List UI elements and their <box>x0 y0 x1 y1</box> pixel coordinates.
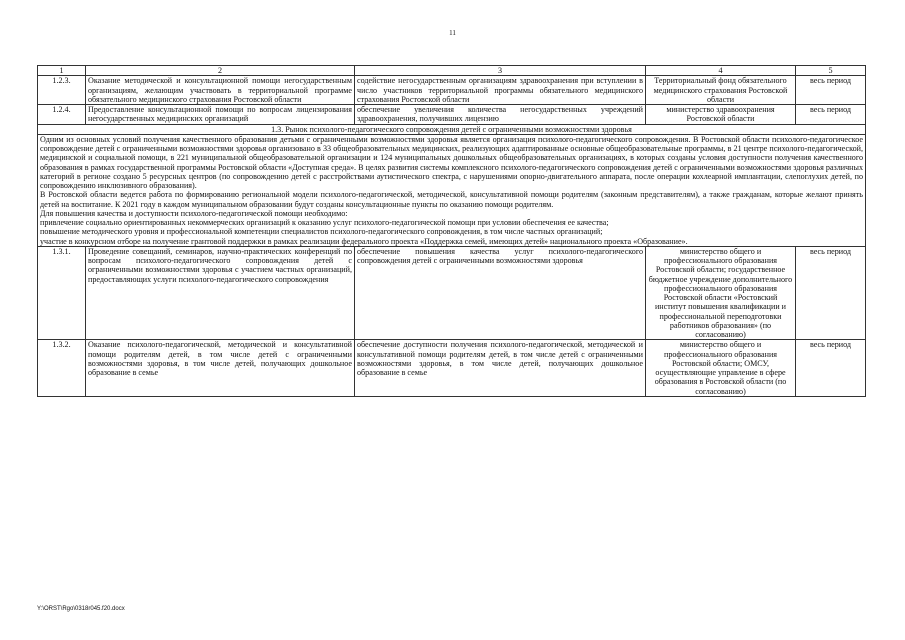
table-row <box>38 76 866 105</box>
page-number: 11 <box>449 29 456 37</box>
row-number: 1.2.4. <box>38 105 86 125</box>
row-action: Проведение совещаний, семинаров, научно-практических конференций по вопросам психолого-педагогического сопровождения детей с ограниченными возможностями здоровья с участием частных организаций, предоставляющих услуги психолого-педагогического сопровождения <box>86 246 355 340</box>
row-number: 1.2.3. <box>38 76 86 105</box>
measures-table <box>37 65 866 397</box>
section-title: 1.3. Рынок психолого-педагогического сопровождения детей с ограниченными возможностями здоровья <box>38 124 866 134</box>
table-row <box>38 105 866 125</box>
table-row <box>38 340 866 397</box>
table-row <box>38 246 866 340</box>
section-title-row <box>38 124 866 134</box>
section-paragraph: В Ростовской области ведется работа по формированию региональной модели психолого-педагогической, методической, консультативной помощи родителям (законным представителям), а также гражданам, которые желают принять детей на воспитание. К 2021 году в каждом муниципальном образовании будут созданы консультационные пункты по оказанию помощи родителям. <box>40 190 863 209</box>
row-executor: Территориальный фонд обязательного медицинского страхования Ростовской области <box>646 76 796 105</box>
header-col-1: 1 <box>38 66 86 76</box>
row-action: Предоставление консультационной помощи по вопросам лицензирования негосударственных медицинских организаций <box>86 105 355 125</box>
row-number: 1.3.2. <box>38 340 86 397</box>
row-result: содействие негосударственным организациям здравоохранения при вступлении в число участников территориальной программы обязательного медицинского страхования Ростовской области <box>355 76 646 105</box>
section-text-row <box>38 134 866 246</box>
header-col-2: 2 <box>86 66 355 76</box>
row-term: весь период <box>796 76 866 105</box>
row-term: весь период <box>796 340 866 397</box>
row-executor: министерство общего и профессионального образования Ростовской области; ОМСУ, осуществляющие управление в сфере образования в Ростовской области (по согласованию) <box>646 340 796 397</box>
section-paragraph: Одним из основных условий получения качественного образования детьми с ограниченными возможностями здоровья является организация психолого-педагогического сопровождения. В Ростовской области психолого-педагогическое сопровождение детей с ограниченными возможностями здоровья организовано в 33 общеобразовательных медицинских, реализующих адаптированные основные общеобразовательные программы, в 21 центре психолого-педагогической, медицинской и социальной помощи, в 221 муниципальной общеобразовательной организации и 124 муниципальных дошкольных общеобразовательных организациях, в которых созданы условия доступности получения качественного образования в рамках государственной программы Ростовской области «Доступная среда». В целях развития системы комплексного психолого-педагогического сопровождения детей с ограниченными возможностями здоровья различных категорий в регионе создано 5 ресурсных центров (по сопровождению детей с расстройствами аутистического спектра, с нарушениями опорно-двигательного аппарата, после операции кохлеарной имплантации, слепоглухих детей, по сопровождению инклюзивного образования). <box>40 134 863 190</box>
section-paragraph: участие в конкурсном отборе на получение грантовой поддержки в рамках реализации федерального проекта «Поддержка семей, имеющих детей» национального проекта «Образование». <box>40 236 688 246</box>
header-col-5: 5 <box>796 66 866 76</box>
section-paragraph: Для повышения качества и доступности психолого-педагогической помощи необходимо: <box>40 208 348 218</box>
row-action: Оказание психолого-педагогической, методической и консультативной помощи родителям детей, в том числе детей с ограниченными возможностями здоровья, в том числе детей, получающих дошкольное образование в семье <box>86 340 355 397</box>
section-paragraph: повышение методического уровня и профессиональной компетенции специалистов психолого-педагогического сопровождения, в том числе частных организаций; <box>40 227 603 237</box>
section-paragraph: привлечение социально ориентированных некоммерческих организаций к оказанию услуг психолого-педагогической помощи при условии обеспечения ее качества; <box>40 218 609 227</box>
section-text <box>38 134 866 246</box>
header-row <box>38 66 866 76</box>
row-action: Оказание методической и консультационной помощи негосударственным организациям, желающим участвовать в территориальной программе обязательного медицинского страхования Ростовской области <box>86 76 355 105</box>
file-path-footer: Y:\ORST\Rgo\0318r045.f20.docx <box>37 606 125 612</box>
row-term: весь период <box>796 246 866 340</box>
row-executor: министерство общего и профессионального образования Ростовской области; государственное бюджетное учреждение дополнительного профессионального образования Ростовской области «Ростовский институт повышения квалификации и профессиональной переподготовки работников образования» (по согласованию) <box>646 246 796 340</box>
row-number: 1.3.1. <box>38 246 86 340</box>
row-result: обеспечение повышения качества услуг психолого-педагогического сопровождения детей с ограниченными возможностями здоровья <box>355 246 646 340</box>
header-col-4: 4 <box>646 66 796 76</box>
header-col-3: 3 <box>355 66 646 76</box>
row-term: весь период <box>796 105 866 125</box>
row-result: обеспечение доступности получения психолого-педагогической, методической и консультативной помощи родителям детей, в том числе детей с ограниченными возможностями здоровья, в том числе детей, получающих дошкольное образование в семье <box>355 340 646 397</box>
row-executor: министерство здравоохранения Ростовской области <box>646 105 796 125</box>
row-result: обеспечение увеличения количества негосударственных учреждений здравоохранения, получивших лицензию <box>355 105 646 125</box>
